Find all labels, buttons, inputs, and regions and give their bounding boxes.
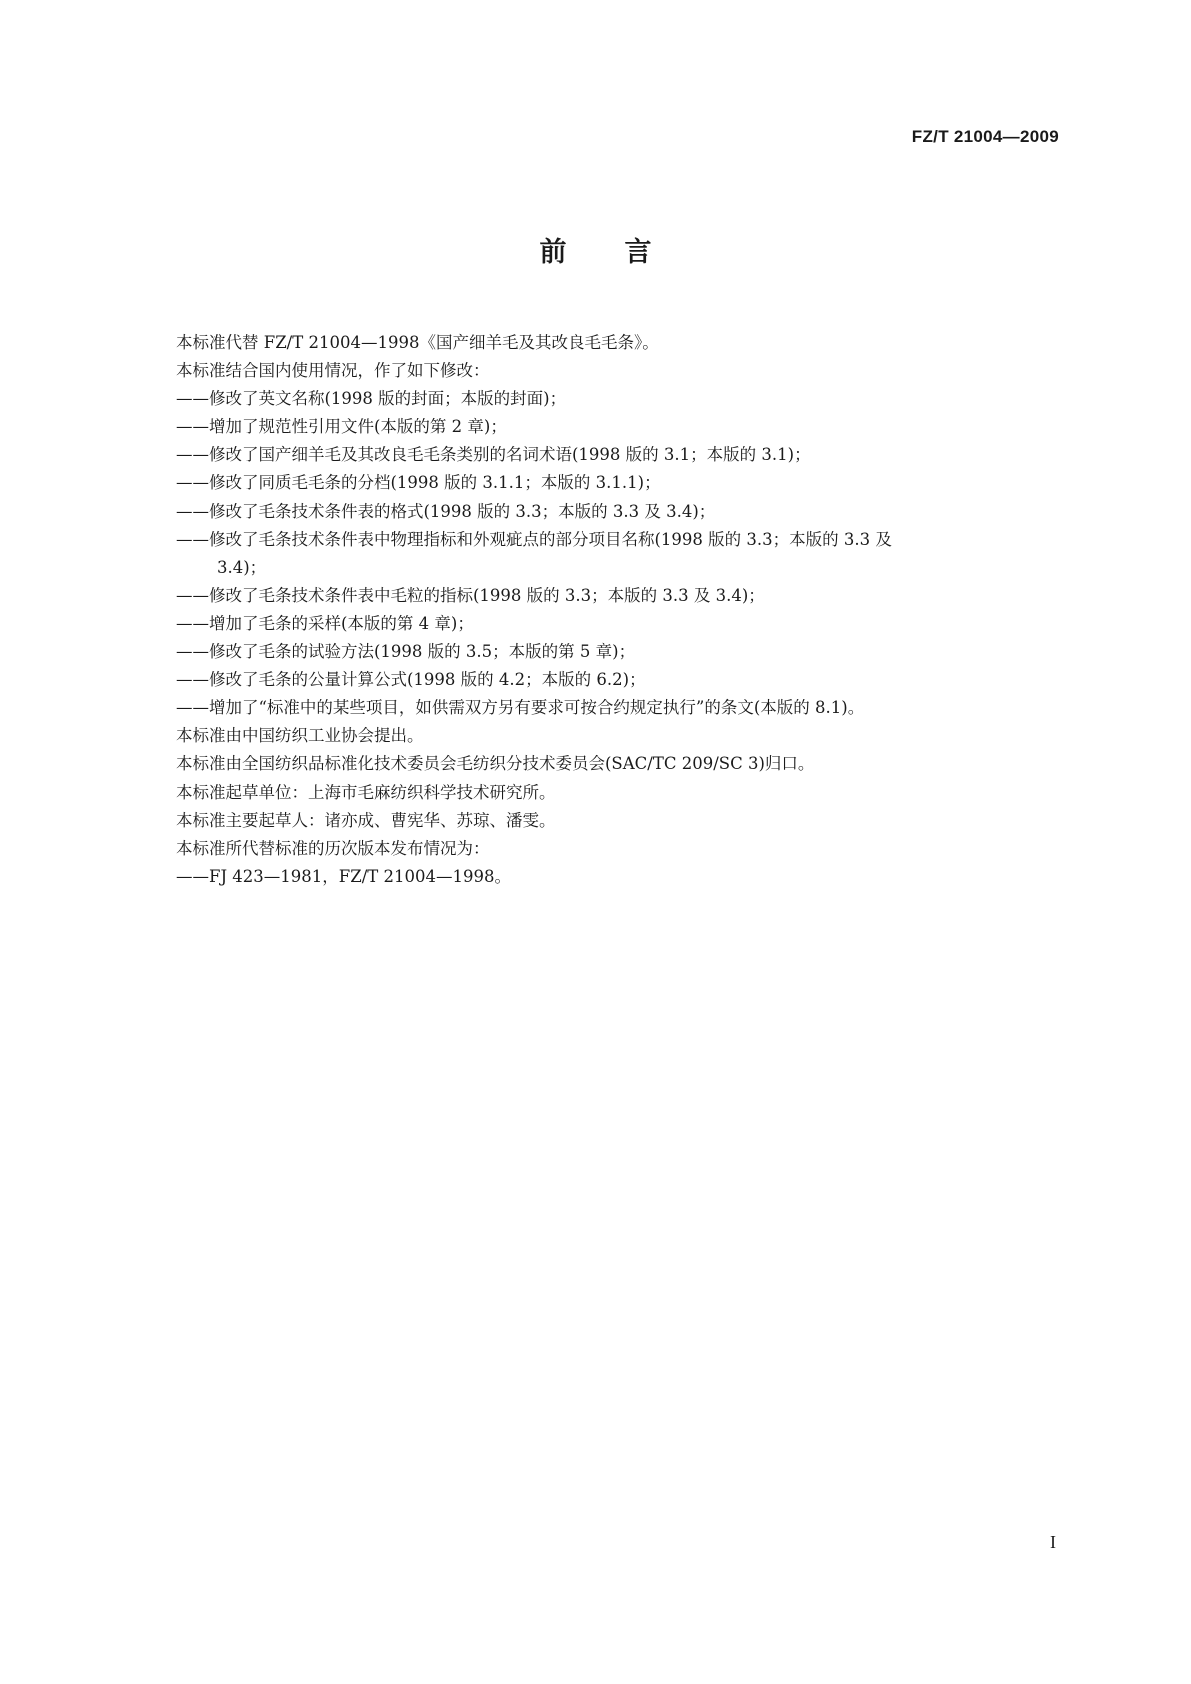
list-item: ——修改了英文名称(1998 版的封面；本版的封面)； bbox=[176, 389, 567, 409]
standard-code: FZ/T 21004—2009 bbox=[911, 127, 1059, 146]
paragraph: 本标准所代替标准的历次版本发布情况为： bbox=[176, 838, 490, 858]
paragraph: 本标准结合国内使用情况，作了如下修改： bbox=[176, 361, 490, 381]
paragraph: 本标准主要起草人：诸亦成、曹宪华、苏琼、潘雯。 bbox=[176, 810, 556, 830]
list-item: ——FJ 423—1981，FZ/T 21004—1998。 bbox=[176, 866, 511, 886]
list-item: ——修改了毛条的公量计算公式(1998 版的 4.2；本版的 6.2)； bbox=[176, 670, 646, 690]
list-item: ——修改了国产细羊毛及其改良毛毛条类别的名词术语(1998 版的 3.1；本版的 3.1)； bbox=[176, 445, 811, 465]
paragraph: 本标准起草单位：上海市毛麻纺织科学技术研究所。 bbox=[176, 782, 556, 802]
list-item: ——修改了毛条技术条件表中毛粒的指标(1998 版的 3.3；本版的 3.3 及 3.4)； bbox=[176, 585, 765, 605]
list-item: ——修改了毛条的试验方法(1998 版的 3.5；本版的第 5 章)； bbox=[176, 642, 636, 662]
paragraph: 本标准由全国纺织品标准化技术委员会毛纺织分技术委员会(SAC/TC 209/SC 3)归口。 bbox=[176, 754, 815, 774]
list-item: ——修改了毛条技术条件表中物理指标和外观疵点的部分项目名称(1998 版的 3.3；本版的 3.3 及 bbox=[176, 529, 892, 549]
foreword-body bbox=[176, 329, 1056, 891]
list-item-continuation: 3.4)； bbox=[217, 557, 267, 577]
list-item: ——增加了“标准中的某些项目，如供需双方另有要求可按合约规定执行”的条文(本版的 8.1)。 bbox=[176, 698, 865, 718]
paragraph: 本标准代替 FZ/T 21004—1998《国产细羊毛及其改良毛毛条》。 bbox=[176, 333, 659, 352]
list-item: ——修改了毛条技术条件表的格式(1998 版的 3.3；本版的 3.3 及 3.4)； bbox=[176, 501, 716, 521]
list-item: ——增加了规范性引用文件(本版的第 2 章)； bbox=[176, 417, 507, 437]
list-item: ——修改了同质毛毛条的分档(1998 版的 3.1.1；本版的 3.1.1)； bbox=[176, 473, 661, 493]
page-number: I bbox=[1050, 1532, 1056, 1552]
paragraph: 本标准由中国纺织工业协会提出。 bbox=[176, 726, 424, 746]
list-item: ——增加了毛条的采样(本版的第 4 章)； bbox=[176, 613, 474, 633]
page-title: 前言 bbox=[539, 237, 710, 268]
